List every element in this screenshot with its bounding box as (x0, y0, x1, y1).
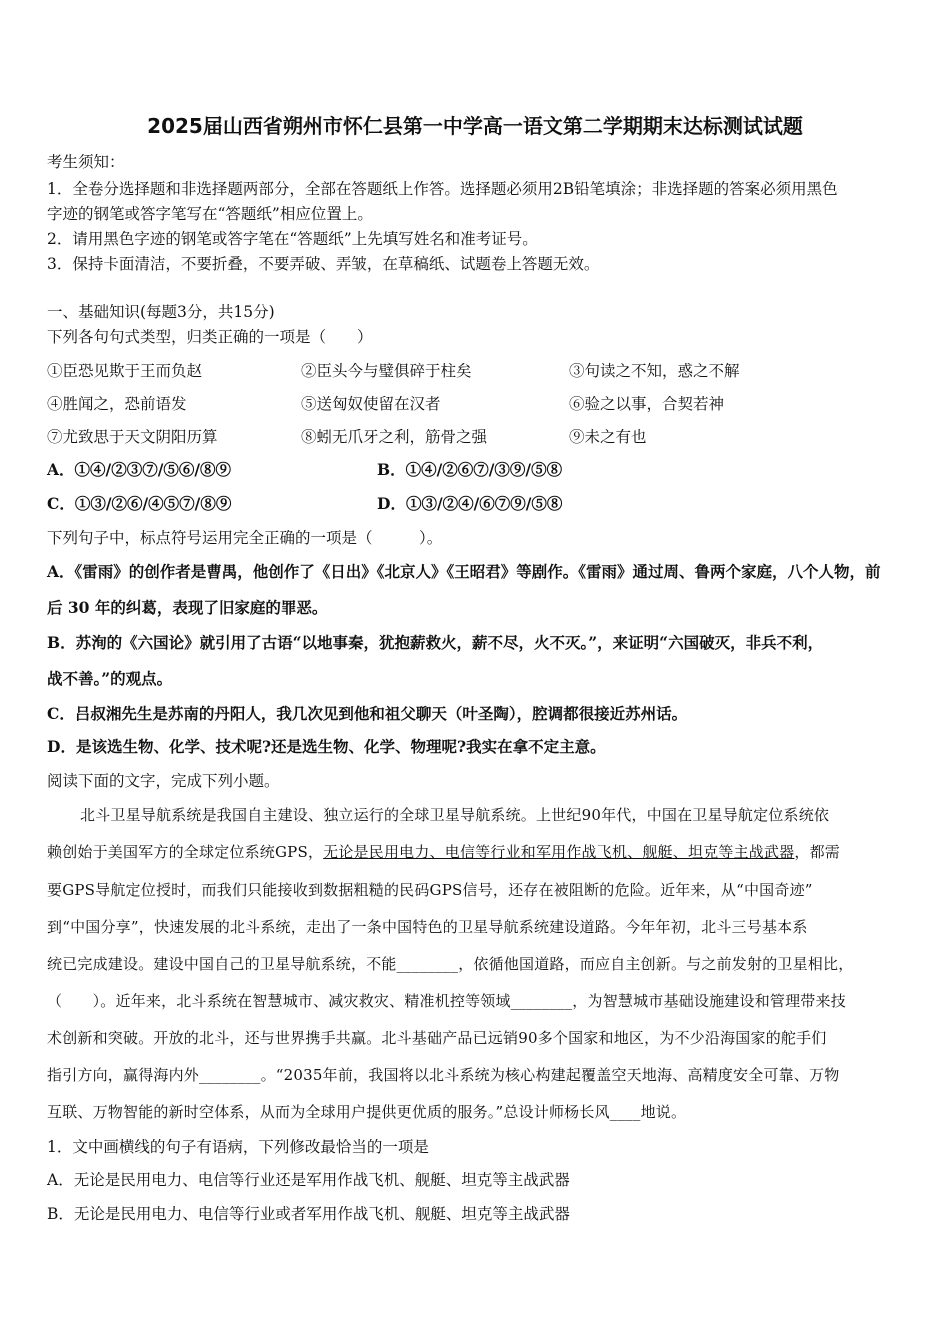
option-a[interactable] (47, 460, 231, 480)
passage-line-2-start: 赖创始于美国军方的全球定位系统GPS， (47, 843, 324, 861)
notice-item-1-line-2: 字迹的钢笔或答字笔写在“答题纸”相应位置上。 (47, 205, 373, 223)
sentence-7: ⑦尤致思于天文阴阳历算 (47, 428, 218, 446)
page-title: 2025届山西省朔州市怀仁县第一中学高一语文第二学期期末达标测试试题 (147, 114, 803, 138)
option-a-text: ①④/②③⑦/⑤⑥/⑧⑨ (74, 460, 232, 479)
passage-line-5: 统已完成建设。建设中国自己的卫星导航系统，不能________，依循他国道路，而应自主创新。与之前发射的卫星相比， (47, 955, 854, 973)
option-b-label: B． (377, 460, 406, 479)
sentence-9: ⑨未之有也 (569, 428, 647, 446)
passage-line-2-end: ，都需 (794, 843, 840, 861)
q2-option-a-line-2[interactable]: 后 30 年的纠葛，表现了旧家庭的罪恶。 (47, 598, 328, 617)
q2-option-a-line-1[interactable]: A．《雷雨》的创作者是曹禺，他创作了《日出》《北京人》《王昭君》等剧作。《雷雨》通过周、鲁两个家庭，八个人物，前 (47, 562, 881, 581)
question-1-stem: 下列各句句式类型，归类正确的一项是（ ） (47, 328, 373, 346)
underlined-sentence: 无论是民用电力、电信等行业和军用作战飞机、舰艇、坦克等主战武器 (323, 843, 795, 861)
notice-item-1-line-1: 1．全卷分选择题和非选择题两部分，全部在答题纸上作答。选择题必须用2B铅笔填涂；非选择题的答案必须用黑色 (47, 180, 838, 198)
q3-option-a[interactable]: A．无论是民用电力、电信等行业还是军用作战飞机、舰艇、坦克等主战武器 (47, 1171, 570, 1189)
sentence-6: ⑥验之以事，合契若神 (569, 395, 725, 413)
option-c-text: ①③/②⑥/④⑤⑦/⑧⑨ (74, 494, 232, 513)
sentence-8: ⑧蚓无爪牙之利，筋骨之强 (301, 428, 488, 446)
notice-item-3: 3．保持卡面清洁，不要折叠，不要弄破、弄皱，在草稿纸、试题卷上答题无效。 (47, 255, 600, 273)
q2-option-d[interactable]: D．是该选生物、化学、技术呢?还是选生物、化学、物理呢?我实在拿不定主意。 (47, 737, 606, 756)
q2-option-b-line-1[interactable]: B．苏洵的《六国论》就引用了古语“以地事秦，犹抱薪救火，薪不尽，火不灭。”，来证明“六国破灭，非兵不利， (47, 633, 824, 652)
question-2-stem: 下列句子中，标点符号运用完全正确的一项是（ ）。 (47, 529, 443, 547)
option-c[interactable] (47, 494, 231, 514)
passage-line-2 (47, 842, 907, 862)
passage-line-7: 术创新和突破。开放的北斗，还与世界携手共赢。北斗基础产品已远销90多个国家和地区，为不少沿海国家的舵手们 (47, 1029, 827, 1047)
passage-line-1: 北斗卫星导航系统是我国自主建设、独立运行的全球卫星导航系统。上世纪90年代，中国在卫星导航定位系统依 (80, 806, 830, 824)
sentence-5: ⑤送匈奴使留在汉者 (301, 395, 441, 413)
q3-option-b[interactable]: B．无论是民用电力、电信等行业或者军用作战飞机、舰艇、坦克等主战武器 (47, 1205, 570, 1223)
passage-line-6: （ ）。近年来，北斗系统在智慧城市、减灾救灾、精准机控等领域________，为智慧城市基础设施建设和管理带来技 (47, 992, 846, 1010)
option-b-text: ①④/②⑥⑦/③⑨/⑤⑧ (405, 460, 563, 479)
sentence-1: ①臣恐见欺于王而负赵 (47, 362, 203, 380)
option-b[interactable] (377, 460, 562, 480)
passage-line-3: 要GPS导航定位授时，而我们只能接收到数据粗糙的民码GPS信号，还存在被阻断的危险。近年来，从“中国奇迹” (47, 881, 813, 899)
sentence-3: ③句读之不知，惑之不解 (569, 362, 740, 380)
option-c-label: C． (47, 494, 75, 513)
question-3-stem: 1．文中画横线的句子有语病，下列修改最恰当的一项是 (47, 1138, 429, 1156)
option-d-label: D． (377, 494, 406, 513)
section-1-heading: 一、基础知识(每题3分，共15分) (47, 303, 275, 321)
q2-option-c[interactable]: C．吕叔湘先生是苏南的丹阳人，我几次见到他和祖父聊天（叶圣陶），腔调都很接近苏州话。 (47, 704, 688, 723)
option-d[interactable] (377, 494, 562, 514)
notice-item-2: 2．请用黑色字迹的钢笔或答字笔在“答题纸”上先填写姓名和准考证号。 (47, 230, 538, 248)
option-d-text: ①③/②④/⑥⑦⑨/⑤⑧ (405, 494, 563, 513)
option-a-label: A． (47, 460, 75, 479)
notice-heading: 考生须知： (47, 153, 125, 171)
q2-option-b-line-2[interactable]: 战不善。”的观点。 (47, 669, 173, 688)
sentence-2: ②臣头今与璧俱碎于柱矣 (301, 362, 472, 380)
sentence-4: ④胜闻之，恐前语发 (47, 395, 187, 413)
reading-intro: 阅读下面的文字，完成下列小题。 (47, 772, 280, 790)
passage-line-8: 指引方向，赢得海内外________。“2035年前，我国将以北斗系统为核心构建起覆盖空天地海、高精度安全可靠、万物 (47, 1066, 840, 1084)
passage-line-4: 到“中国分享”，快速发展的北斗系统，走出了一条中国特色的卫星导航系统建设道路。今年年初，北斗三号基本系 (47, 918, 808, 936)
passage-line-9: 互联、万物智能的新时空体系，从而为全球用户提供更优质的服务。”总设计师杨长风____地说。 (47, 1103, 687, 1121)
